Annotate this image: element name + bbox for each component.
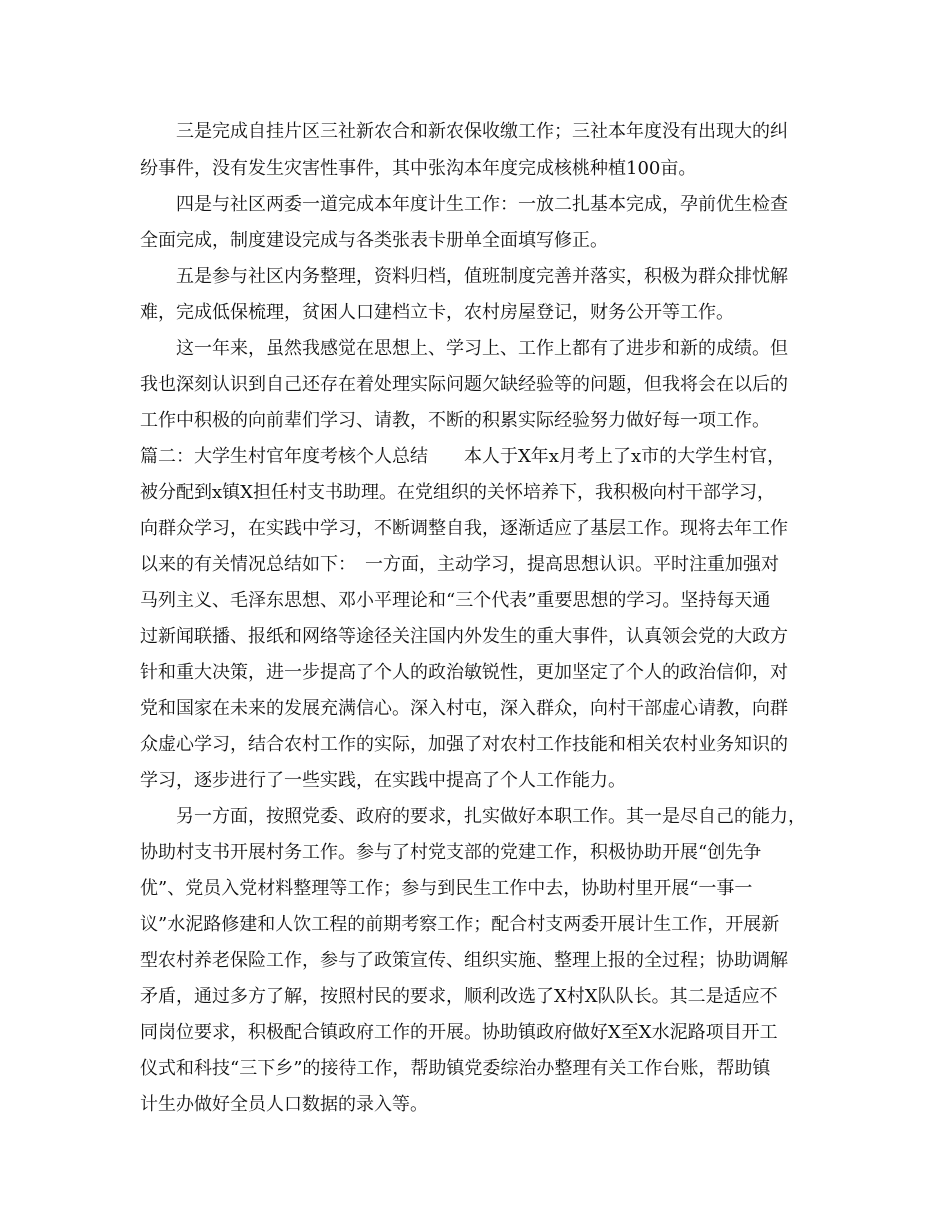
text-line: 同岗位要求，积极配合镇政府工作的开展。协助镇政府做好X至X水泥路项目开工 bbox=[140, 1022, 778, 1043]
text-line: 矛盾，通过多方了解，按照村民的要求，顺利改选了X村X队队长。其二是适应不 bbox=[140, 986, 778, 1007]
text-line: 我也深刻认识到自己还存在着处理实际问题欠缺经验等的问题，但我将会在以后的 bbox=[140, 374, 788, 395]
text-line: 计生办做好全员人口数据的录入等。 bbox=[140, 1094, 428, 1115]
text-line: 四是与社区两委一道完成本年度计生工作：一放二扎基本完成，孕前优生检查 bbox=[176, 194, 788, 215]
text-line: 马列主义、毛泽东思想、邓小平理论和“三个代表”重要思想的学习。坚持每天通 bbox=[140, 590, 771, 611]
text-line: 篇二：大学生村官年度考核个人总结 本人于X年x月考上了x市的大学生村官， bbox=[140, 446, 786, 467]
text-line: 众虚心学习，结合农村工作的实际，加强了对农村工作技能和相关农村业务知识的 bbox=[140, 734, 788, 755]
text-line: 以来的有关情况总结如下： 一方面，主动学习，提高思想认识。平时注重加强对 bbox=[140, 554, 779, 575]
text-line: 过新闻联播、报纸和网络等途径关注国内外发生的重大事件，认真领会党的大政方 bbox=[140, 626, 788, 647]
text-line: 五是参与社区内务整理，资料归档，值班制度完善并落实，积极为群众排忧解 bbox=[176, 266, 788, 287]
text-line: 仪式和科技“三下乡”的接待工作，帮助镇党委综治办整理有关工作台账，帮助镇 bbox=[140, 1058, 771, 1079]
text-line: 针和重大决策，进一步提高了个人的政治敏锐性，更加坚定了个人的政治信仰，对 bbox=[140, 662, 788, 683]
text-line: 学习，逐步进行了一些实践，在实践中提高了个人工作能力。 bbox=[140, 770, 626, 791]
text-line: 另一方面，按照党委、政府的要求，扎实做好本职工作。其一是尽自己的能力， bbox=[176, 806, 806, 827]
text-line: 这一年来，虽然我感觉在思想上、学习上、工作上都有了进步和新的成绩。但 bbox=[176, 338, 788, 359]
text-line: 协助村支书开展村务工作。参与了村党支部的党建工作，积极协助开展“创先争 bbox=[140, 842, 762, 863]
text-line: 三是完成自挂片区三社新农合和新农保收缴工作；三社本年度没有出现大的纠 bbox=[176, 121, 788, 142]
text-line: 纷事件，没有发生灾害性事件，其中张沟本年度完成核桃种植100亩。 bbox=[140, 158, 697, 179]
text-line: 党和国家在未来的发展充满信心。深入村屯，深入群众，向村干部虚心请教，向群 bbox=[140, 698, 788, 719]
text-line: 型农村养老保险工作，参与了政策宣传、组织实施、整理上报的全过程；协助调解 bbox=[140, 950, 788, 971]
text-line: 全面完成，制度建设完成与各类张表卡册单全面填写修正。 bbox=[140, 230, 608, 251]
text-line: 难，完成低保梳理，贫困人口建档立卡，农村房屋登记，财务公开等工作。 bbox=[140, 302, 734, 323]
text-line: 优”、党员入党材料整理等工作；参与到民生工作中去，协助村里开展“一事一 bbox=[140, 878, 753, 899]
text-line: 向群众学习，在实践中学习，不断调整自我，逐渐适应了基层工作。现将去年工作 bbox=[140, 518, 788, 539]
text-line: 被分配到x镇X担任村支书助理。在党组织的关怀培养下，我积极向村干部学习， bbox=[140, 482, 775, 503]
text-line: 议”水泥路修建和人饮工程的前期考察工作；配合村支两委开展计生工作，开展新 bbox=[140, 914, 780, 935]
text-line: 工作中积极的向前辈们学习、请教，不断的积累实际经验努力做好每一项工作。 bbox=[140, 410, 770, 431]
